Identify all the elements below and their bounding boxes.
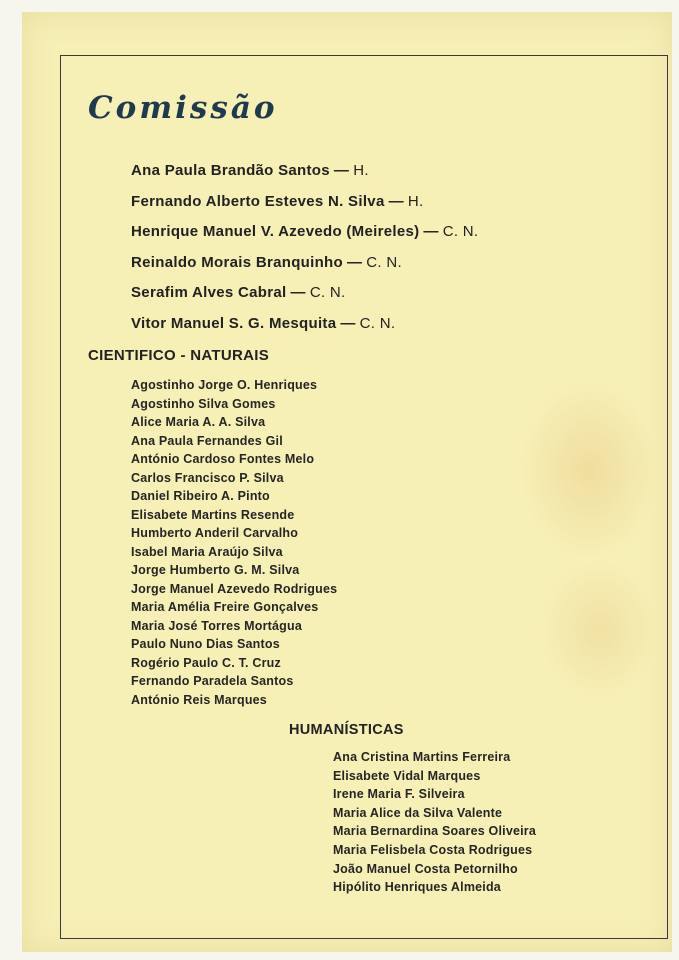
commission-member	[131, 191, 478, 222]
list-item: António Cardoso Fontes Melo	[131, 452, 315, 466]
list-item: Elisabete Martins Resende	[131, 507, 295, 522]
list-item: João Manuel Costa Petornilho	[333, 861, 518, 876]
list-item: Carlos Francisco P. Silva	[131, 470, 284, 485]
list-item: Maria Amélia Freire Gonçalves	[131, 600, 319, 614]
list-item: Hipólito Henriques Almeida	[333, 880, 501, 895]
list-item: António Reis Marques	[131, 692, 267, 707]
commission-list	[131, 160, 478, 343]
list-item: Maria Alice da Silva Valente	[333, 805, 503, 820]
list-item: Irene Maria F. Silveira	[333, 787, 465, 802]
list-item: Ana Cristina Martins Ferreira	[333, 750, 511, 764]
member-name: Ana Paula Brandão Santos	[131, 162, 330, 179]
list-item: Agostinho Silva Gomes	[131, 396, 276, 411]
member-name: Fernando Alberto Esteves N. Silva	[131, 192, 385, 210]
member-name: Reinaldo Morais Branquinho	[131, 253, 343, 271]
commission-member	[131, 252, 478, 283]
page-title: Comissão	[88, 90, 278, 126]
commission-member	[131, 221, 478, 252]
member-area: C. N.	[309, 284, 346, 301]
member-area: H.	[353, 162, 369, 179]
separator: —	[346, 253, 363, 271]
commission-member	[131, 160, 478, 191]
member-area: H.	[407, 192, 424, 210]
list-item: Isabel Maria Araújo Silva	[131, 544, 283, 559]
list-item: Fernando Paradela Santos	[131, 674, 294, 688]
list-item: Jorge Humberto G. M. Silva	[131, 563, 300, 577]
list-item: Ana Paula Fernandes Gil	[131, 433, 283, 448]
member-area: C. N.	[366, 253, 402, 271]
list-item: Humberto Anderil Carvalho	[131, 526, 299, 540]
separator: —	[290, 284, 306, 301]
cientifico-naturais-list	[131, 376, 337, 709]
member-name: Vitor Manuel S. G. Mesquita	[131, 314, 337, 332]
member-name: Serafim Alves Cabral	[131, 284, 287, 301]
list-item: Elisabete Vidal Marques	[333, 768, 481, 783]
member-area: C. N.	[359, 314, 396, 332]
separator: —	[333, 162, 350, 179]
list-item: Paulo Nuno Dias Santos	[131, 637, 280, 651]
separator: —	[340, 314, 356, 332]
humanisticas-list	[333, 748, 536, 897]
list-item: Jorge Manuel Azevedo Rodrigues	[131, 581, 338, 596]
list-item: Maria Bernardina Soares Oliveira	[333, 824, 537, 839]
member-area: C. N.	[442, 223, 479, 240]
separator: —	[423, 223, 439, 240]
list-item: Maria Felisbela Costa Rodrigues	[333, 842, 533, 857]
member-name: Henrique Manuel V. Azevedo (Meireles)	[131, 223, 420, 240]
separator: —	[388, 192, 404, 210]
commission-member	[131, 282, 478, 313]
list-item: Agostinho Jorge O. Henriques	[131, 378, 318, 392]
commission-member	[131, 313, 478, 344]
section-heading-humanisticas: HUMANÍSTICAS	[289, 722, 404, 738]
section-heading-cientifico-naturais: CIENTIFICO - NATURAIS	[88, 347, 270, 364]
list-item: Alice Maria A. A. Silva	[131, 415, 266, 429]
list-item: Rogério Paulo C. T. Cruz	[131, 655, 281, 670]
list-item: Daniel Ribeiro A. Pinto	[131, 489, 270, 503]
list-item: Maria José Torres Mortágua	[131, 618, 302, 633]
